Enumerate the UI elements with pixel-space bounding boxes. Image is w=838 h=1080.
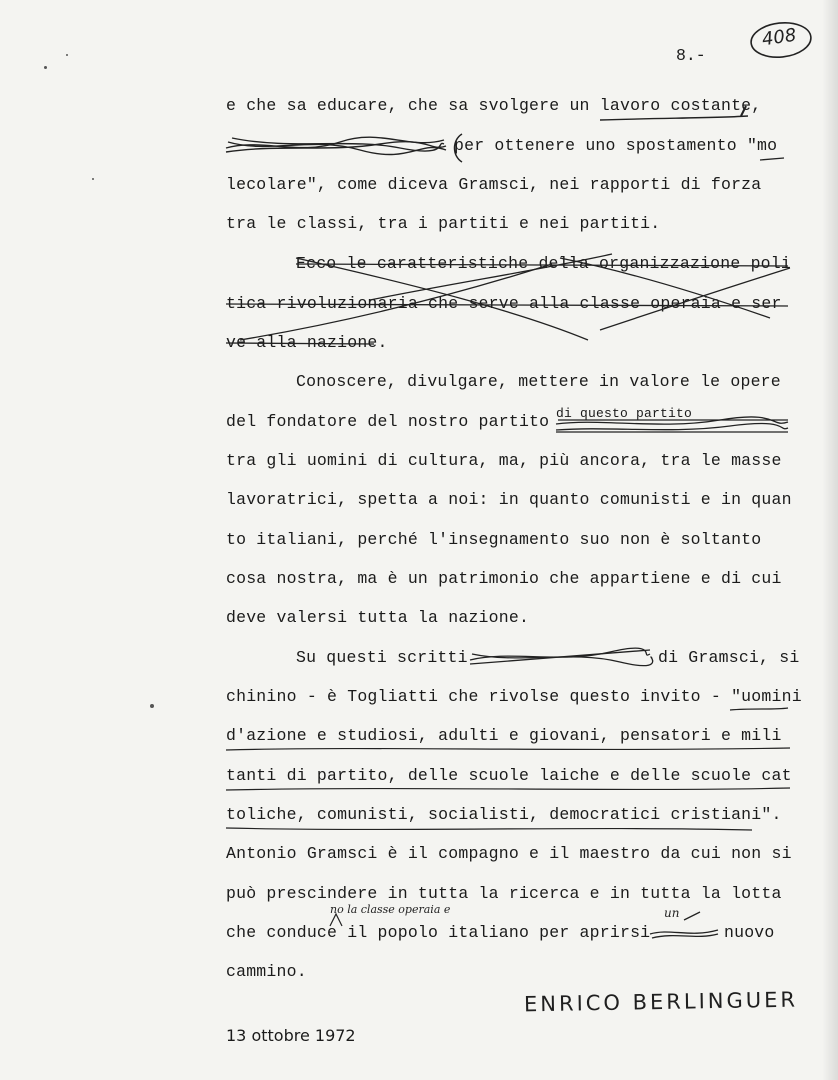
scribble-mark bbox=[470, 648, 653, 666]
text-line: Su questi scritti bbox=[296, 648, 468, 667]
text-line: tanti di partito, delle scuole laiche e delle scuole cat bbox=[226, 766, 792, 785]
text-line: tra le classi, tra i partiti e nei partiti. bbox=[226, 214, 661, 233]
scan-speck bbox=[66, 54, 68, 56]
archive-stamp-number: 408 bbox=[760, 24, 798, 51]
text-line: d'azione e studiosi, adulti e giovani, pensatori e mili bbox=[226, 726, 782, 745]
page-number: 8.- bbox=[676, 46, 706, 65]
text-line: nuovo bbox=[724, 923, 775, 942]
scan-speck bbox=[44, 66, 47, 69]
underline-mark bbox=[760, 158, 784, 160]
archive-stamp bbox=[748, 20, 814, 60]
struck-insertion: di questo partito bbox=[556, 406, 693, 421]
handwritten-signature: ENRICO BERLINGUER bbox=[523, 987, 799, 1017]
page-edge-shadow bbox=[822, 0, 838, 1080]
struck-text-line: Ecco le caratteristiche della organizzazione poli bbox=[296, 254, 791, 273]
text-line: cosa nostra, ma è un patrimonio che appartiene e di cui bbox=[226, 569, 782, 588]
scribble-mark bbox=[226, 137, 446, 154]
document-date: 13 ottobre 1972 bbox=[226, 1026, 356, 1045]
struck-text-line: ve alla nazione. bbox=[226, 333, 388, 352]
text-line: tra gli uomini di cultura, ma, più ancora, tra le masse bbox=[226, 451, 782, 470]
scribble-mark bbox=[650, 912, 718, 938]
text-line: del fondatore del nostro partito bbox=[226, 412, 550, 431]
text-line: cammino. bbox=[226, 962, 307, 981]
connector-line bbox=[600, 116, 748, 120]
text-line: lavoratrici, spetta a noi: in quanto comunisti e in quan bbox=[226, 490, 792, 509]
text-line: chinino - è Togliatti che rivolse questo invito - "uomini bbox=[226, 687, 802, 706]
text-line: toliche, comunisti, socialisti, democratici cristiani". bbox=[226, 805, 782, 824]
text-line: che conduce il popolo italiano per aprirsi bbox=[226, 923, 651, 942]
text-line: di Gramsci, si bbox=[658, 648, 800, 667]
text-line: e che sa educare, che sa svolgere un lavoro costante, bbox=[226, 96, 762, 115]
scan-speck bbox=[92, 178, 94, 180]
text-line: to italiani, perché l'insegnamento suo non è soltanto bbox=[226, 530, 762, 549]
text-line: per ottenere uno spostamento "mo bbox=[454, 136, 778, 155]
handwritten-small-insertion: un bbox=[664, 906, 680, 920]
text-line: Antonio Gramsci è il compagno e il maestro da cui non si bbox=[226, 844, 792, 863]
text-line: può prescindere in tutta la ricerca e in tutta la lotta bbox=[226, 884, 782, 903]
text-line: lecolare", come diceva Gramsci, nei rapporti di forza bbox=[226, 175, 762, 194]
text-line: deve valersi tutta la nazione. bbox=[226, 608, 530, 627]
struck-text-line: tica rivoluzionaria che serve alla classe operaia e ser bbox=[226, 294, 782, 313]
text-line: Conoscere, divulgare, mettere in valore le opere bbox=[296, 372, 781, 391]
handwritten-insertion: no la classe operaia e bbox=[330, 903, 451, 916]
scan-speck bbox=[150, 704, 154, 708]
